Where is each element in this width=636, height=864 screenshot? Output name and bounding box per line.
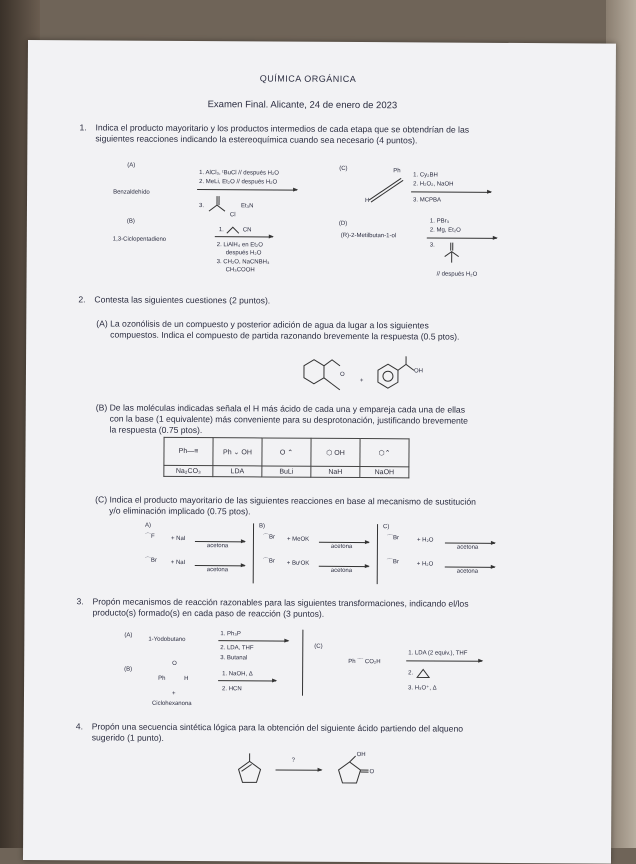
q1b-step2b: después H₂O bbox=[226, 250, 262, 257]
q1a-arrow bbox=[197, 189, 297, 191]
q1c-ph: Ph bbox=[393, 168, 400, 175]
q1c-arrow bbox=[411, 191, 491, 192]
benzoic-acid-structure bbox=[374, 360, 424, 394]
q1a-step3: 3. bbox=[199, 203, 204, 210]
exam-title: QUÍMICA ORGÁNICA bbox=[260, 73, 357, 84]
q1c-step1: 1. Cy₂BH bbox=[413, 172, 438, 179]
q4-number: 4. bbox=[76, 721, 83, 732]
q4-line1: Propón una secuencia sintética lógica para la obtención del siguiente ácido partiendo del alqueno bbox=[92, 721, 463, 734]
q2c-a2-arrow bbox=[195, 565, 245, 566]
mol-phenol: ⬡ OH bbox=[311, 438, 360, 466]
q3a-step2: 2. LDA, THF bbox=[220, 645, 253, 652]
ketone-structure bbox=[441, 241, 471, 271]
q2c-c2-arrow bbox=[445, 567, 495, 568]
q1c-step2: 2. H₂O₂, NaOH bbox=[413, 181, 453, 188]
q2c-a-label: A) bbox=[145, 523, 151, 530]
q2c-a2-reagent: + NaI bbox=[171, 560, 186, 567]
q2c-c1-solvent: acetona bbox=[457, 545, 478, 552]
q1b-step3b: CH₃COOH bbox=[226, 267, 255, 274]
q2c-c1-arrow bbox=[445, 543, 495, 544]
q3-divider bbox=[302, 630, 303, 696]
base-nah: NaH bbox=[311, 466, 360, 477]
q1b-step2: 2. LiAlH₄ en Et₂O bbox=[217, 242, 263, 249]
q1b-step1: 1. bbox=[219, 227, 224, 234]
q2c-b-label: B) bbox=[259, 523, 265, 530]
q4-question: ? bbox=[292, 758, 295, 765]
q1d-label: (D) bbox=[339, 221, 347, 228]
q3a-label: (A) bbox=[124, 633, 132, 640]
q1c-h: H bbox=[365, 198, 369, 205]
q4-oh: OH bbox=[357, 752, 366, 759]
q2c-b2-solvent: acetona bbox=[331, 568, 352, 575]
q1c-label: (C) bbox=[339, 166, 347, 173]
q3c-ph: Ph ⌒ CO₂H bbox=[348, 659, 380, 666]
q3b-arrow bbox=[218, 680, 276, 681]
q2a-oh: OH bbox=[414, 368, 423, 375]
q1b-label: (B) bbox=[127, 219, 135, 226]
mol-ph-alkyne: Ph—≡ bbox=[164, 437, 213, 465]
q3b-second: Ciclohexanona bbox=[152, 701, 192, 708]
q1d-start: (R)-2-Metilbutan-1-ol bbox=[341, 233, 396, 240]
q1b-cn: CN bbox=[243, 227, 252, 234]
q1a-reagent3: Et₃N bbox=[241, 203, 253, 210]
q2c-c-label: C) bbox=[383, 524, 389, 531]
hydroxy-cyclopentanone-structure bbox=[335, 754, 371, 788]
q3b-plus: + bbox=[172, 691, 176, 698]
base-naoh: NaOH bbox=[360, 467, 409, 478]
q1a-label: (A) bbox=[127, 163, 135, 170]
q2c-a2-br: ⌒Br bbox=[145, 558, 157, 565]
q2b-line2: con la base (1 equivalente) más conveniente para su desprotonación, justificando brevemente bbox=[110, 414, 468, 427]
q1b-start: 1,3-Ciclopentadieno bbox=[113, 237, 166, 244]
q3c-step3: 3. H₃O⁺, Δ bbox=[408, 685, 437, 692]
q2c-a2-solvent: acetona bbox=[207, 567, 228, 574]
q1a-step2: 2. MeLi, Et₂O // después H₂O bbox=[199, 179, 277, 186]
q2c-c1-br: ⌒Br bbox=[387, 535, 399, 542]
q3c-arrow bbox=[406, 660, 482, 661]
q3a-step3: 3. Butanal bbox=[220, 655, 247, 662]
q2a-line1: (A) La ozonólisis de un compuesto y posterior adición de agua da lugar a los siguientes bbox=[96, 318, 429, 331]
q2c-c2-br: ⌒Br bbox=[387, 559, 399, 566]
q1-number: 1. bbox=[79, 122, 86, 133]
q3b-label: (B) bbox=[124, 667, 132, 674]
exam-sheet bbox=[23, 40, 616, 864]
exam-subtitle: Examen Final. Alicante, 24 de enero de 2023 bbox=[208, 99, 398, 111]
q3a-start: 1-Yodobutano bbox=[148, 637, 185, 644]
q3b-o: O bbox=[172, 661, 177, 668]
q3-line1: Propón mecanismos de reacción razonables para las siguientes transformaciones, indicando el/los bbox=[93, 596, 469, 609]
q1b-step3: 3. CH₂O, NaCNBH₃ bbox=[217, 259, 270, 266]
q2c-b1-arrow bbox=[319, 542, 369, 543]
q3a-step1: 1. Ph₃P bbox=[220, 631, 241, 638]
q3a-arrow bbox=[218, 640, 288, 641]
q3b-step2: 2. HCN bbox=[222, 686, 242, 693]
q1-text-line2: siguientes reacciones indicando la estereoquímica cuando sea necesario (4 puntos). bbox=[95, 133, 417, 146]
q3-number: 3. bbox=[77, 596, 84, 607]
q2c-a1-solvent: acetona bbox=[207, 543, 228, 550]
q1a-start: Benzaldehído bbox=[113, 190, 150, 197]
epoxide-structure bbox=[416, 667, 430, 679]
q1d-after: // después H₂O bbox=[437, 272, 478, 279]
q2c-b1-solvent: acetona bbox=[331, 544, 352, 551]
q4-o: O bbox=[370, 769, 375, 776]
q2c-b2-arrow bbox=[319, 566, 369, 567]
base-lda: LDA bbox=[213, 466, 262, 477]
q2c-c2-reagent: + H₂O bbox=[417, 561, 434, 568]
q2-text: Contesta las siguientes cuestiones (2 puntos). bbox=[94, 294, 270, 306]
q2c-line1: (C) Indica el producto mayoritario de las siguientes reacciones en base al mecanismo de sustitución bbox=[95, 494, 476, 507]
q2c-c1-reagent: + H₂O bbox=[417, 537, 434, 544]
base-buli: BuLi bbox=[262, 466, 311, 477]
q2-number: 2. bbox=[78, 294, 85, 305]
q2c-divider-2 bbox=[377, 524, 378, 584]
q3b-step1: 1. NaOH, Δ bbox=[222, 671, 253, 678]
q2c-b1-reagent: + MeOK bbox=[287, 537, 309, 544]
q2c-b1-br: ⌒Br bbox=[263, 534, 275, 541]
q2a-o: O bbox=[340, 372, 345, 379]
cyclohexyl-ketone-structure bbox=[296, 360, 356, 394]
q1b-arrow bbox=[215, 236, 273, 237]
q3-line2: producto(s) formado(s) en cada paso de reacción (3 puntos). bbox=[92, 607, 324, 619]
q1a-cl: Cl bbox=[230, 212, 236, 219]
q3c-step2: 2. bbox=[408, 670, 413, 677]
q2c-c2-solvent: acetona bbox=[457, 569, 478, 576]
q1-text-line1: Indica el producto mayoritario y los productos intermedios de cada etapa que se obtendrían de las bbox=[95, 122, 469, 135]
q1d-arrow bbox=[427, 237, 497, 238]
q2c-line2: y/o eliminación implicado (0.75 ptos). bbox=[109, 506, 250, 518]
q1c-step3: 3. MCPBA bbox=[413, 197, 441, 204]
q1d-step2: 2. Mg, Et₂O bbox=[430, 227, 461, 234]
mol-ketone: O ⌃ bbox=[262, 438, 311, 466]
q2a-line2: compuestos. Indica el compuesto de partida razonando brevemente la respuesta (0.5 ptos). bbox=[110, 330, 459, 343]
q2a-plus: + bbox=[360, 378, 364, 385]
q1d-step1: 1. PBr₃ bbox=[430, 218, 449, 225]
q2c-b2-reagent: + BuᵗOK bbox=[287, 561, 310, 568]
base-na2co3: Na₂CO₃ bbox=[164, 465, 213, 476]
q2c-divider-1 bbox=[253, 523, 254, 583]
q2c-b2-br: ⌒Br bbox=[263, 558, 275, 565]
q1d-step3: 3. bbox=[430, 242, 435, 249]
mol-alkylbenzene: ⬡⌃ bbox=[360, 439, 409, 467]
q3c-step1: 1. LDA (2 equiv.), THF bbox=[408, 650, 467, 657]
q4-arrow bbox=[276, 770, 322, 771]
mol-ph-acid: Ph ⌄ OH bbox=[213, 438, 262, 466]
acid-base-table bbox=[163, 437, 409, 479]
q4-line2: sugerido (1 punto). bbox=[92, 732, 164, 743]
alkyne-structure bbox=[367, 174, 407, 204]
q2b-line1: (B) De las moléculas indicadas señala el H más ácido de cada una y empareja cada una de ellas bbox=[96, 402, 465, 415]
q3c-label: (C) bbox=[314, 644, 322, 651]
q3b-h: H bbox=[184, 676, 188, 683]
q2c-a-f: ⌒F bbox=[145, 534, 155, 541]
q3b-ph: Ph bbox=[158, 676, 165, 683]
q2c-a1-reagent: + NaI bbox=[171, 536, 186, 543]
methylcyclopentene-structure bbox=[235, 757, 265, 787]
q1a-step1: 1. AlCl₃, ᵗBuCl // después H₂O bbox=[199, 170, 279, 177]
q2c-a1-arrow bbox=[195, 541, 245, 542]
q2b-line3: la respuesta (0.75 ptos). bbox=[110, 425, 203, 437]
